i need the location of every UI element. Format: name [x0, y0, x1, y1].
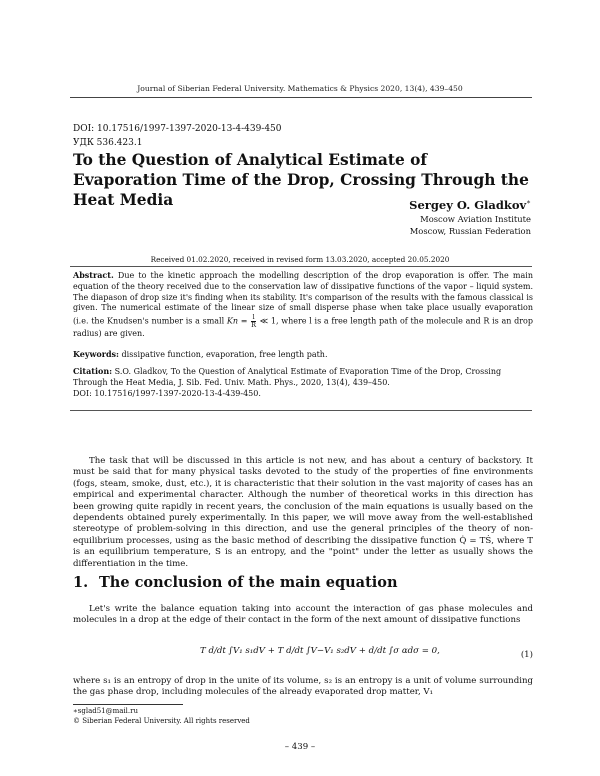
citation-label: Citation:	[73, 366, 113, 376]
section-paragraph	[73, 604, 533, 627]
abstract	[73, 270, 533, 340]
citation-text: S.O. Gladkov, To the Question of Analytical Estimate of Evaporation Time of the Drop, Crossing Through the Heat Media, J. Sib. Fed. Univ. Math. Phys., 2020, 13(4), 439–450.	[73, 367, 502, 387]
intro-text: The task that will be discussed in this article is not new, and has about a century of backstory. It must be said that for many physical tasks devoted to the study of the properties of fine environments (fogs, steam, smoke, dust, etc.), it is characteristic that their solution in the vast majority of cases has an empirical and experimental character. Although the number of theoretical works in this direction has been growing quite rapidly in recent years, the conclusion of the main equations is usually based on the dependents obtained purely experimentally. In this paper, we will move away from the well-established stereotype of problem-solving in this direction, and use the general principles of the theory of non-equilibrium processes, using as the basic method of describing the dissipative function Q̇ = TṠ, where T is an equilibrium temperature, S is an entropy, and the "point" under the letter as usually shows the differentiation in the time.	[73, 456, 533, 569]
abstract-text-1: Due to the kinetic approach the modelling description of the drop evaporation is offer. The main equation of the theory received due to the conservation law of dissipative functions of the vapor – liquid system. The diapason of drop size it's finding when its stability. It's comparison of the results with the famous classical is given. The numerical estimate of the linear size of small disperse phase when take place usually evaporation (i.e. the Knudsen's number is a small	[73, 271, 533, 326]
fraction-denominator: R	[251, 321, 257, 330]
citation-doi: DOI: 10.17516/1997-1397-2020-13-4-439-450.	[73, 388, 261, 398]
paper-title: To the Question of Analytical Estimate of Evaporation Time of the Drop, Crossing Through the Heat Media	[73, 151, 529, 209]
fraction-numerator: l	[252, 313, 255, 322]
author-name-text: Sergey O. Gladkov	[409, 198, 527, 212]
citation	[73, 366, 533, 399]
equation-body: T d/dt ∫V₁ s₁dV + T d/dt ∫V−V₁ s₂dV + d/dt ∫σ αdσ = 0,	[200, 646, 440, 656]
equation-explanation	[73, 676, 533, 699]
abstract-top-rule	[70, 266, 532, 267]
knudsen-fraction	[251, 314, 256, 329]
author-footnote-mark: ∗	[526, 198, 531, 207]
keywords-text: dissipative function, evaporation, free length path.	[119, 350, 328, 359]
page-number: – 439 –	[284, 742, 316, 752]
doi: DOI: 10.17516/1997-1397-2020-13-4-439-450	[73, 124, 282, 134]
abstract-text-2: ≪ 1, where l is a free length path of the molecule and R is an drop radius) are given.	[73, 316, 533, 339]
equation-explanation-text: where s₁ is an entropy of drop in the unite of its volume, s₂ is an entropy is a unit of volume surrounding the gas phase drop, including molecules of the already evaporated drop matter, V₁	[73, 676, 533, 698]
received-dates: Received 01.02.2020, received in revised form 13.03.2020, accepted 20.05.2020	[150, 255, 450, 264]
journal-header: Journal of Siberian Federal University. Mathematics & Physics 2020, 13(4), 439–450	[137, 84, 463, 93]
section-title: The conclusion of the main equation	[99, 574, 398, 591]
footnote-rule	[73, 704, 183, 705]
equals-sign: =	[238, 316, 251, 326]
udk-code: УДК 536.423.1	[73, 138, 143, 148]
author-name	[409, 198, 531, 212]
section-text: Let's write the balance equation taking into account the interaction of gas phase molecules and molecules in a drop at the edge of their contact in the form of the next amount of dissipative functions	[73, 604, 533, 626]
section-number: 1.	[73, 574, 89, 591]
affiliation-location: Moscow, Russian Federation	[409, 226, 531, 236]
footnote-copyright: © Siberian Federal University. All rights reserved	[73, 717, 250, 725]
header-rule	[70, 97, 532, 98]
footnote-email: ∗sglad51@mail.ru	[73, 707, 138, 715]
section-heading	[73, 574, 398, 591]
equation-1	[73, 640, 533, 670]
keywords-label: Keywords:	[73, 349, 120, 359]
keywords	[73, 349, 533, 359]
equation-number: (1)	[520, 650, 533, 660]
affiliation-institute: Moscow Aviation Institute	[420, 214, 531, 224]
knudsen-symbol: Kn	[226, 316, 239, 326]
abstract-label: Abstract.	[73, 270, 114, 280]
abstract-bottom-rule	[70, 410, 532, 411]
introduction-paragraph	[73, 456, 533, 570]
